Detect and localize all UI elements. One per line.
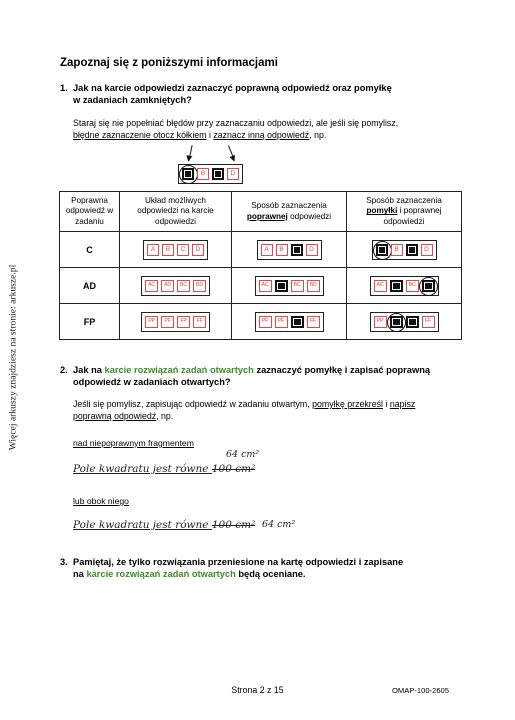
answer-box: BC — [177, 280, 190, 292]
correct-cell — [232, 268, 347, 304]
answer-box: FF — [422, 316, 435, 328]
header-mistake-marking: Sposób zaznaczenia pomyłki i poprawnej odpowiedzi — [347, 192, 462, 232]
correct-cell — [232, 232, 347, 268]
answer-box: D — [306, 244, 318, 256]
mistake-cell — [347, 304, 462, 340]
question-2 — [60, 364, 480, 390]
answer-box-circled — [422, 280, 435, 292]
question-1-number: 1. — [60, 83, 68, 93]
answer-box: BC — [406, 280, 419, 292]
answer-box-filled — [291, 244, 303, 256]
answer-box: BD — [193, 280, 206, 292]
answer-box: B — [391, 244, 403, 256]
row-code: FP — [60, 304, 120, 340]
question-1-instructions: Staraj się nie popełniać błędów przy zaznaczaniu odpowiedzi, ale jeśli się pomylisz, błędne zaznaczenie otocz kółkiem i zaznacz inną odpowiedź, np. — [73, 118, 399, 140]
answer-box: PF — [161, 316, 174, 328]
arrow-icon — [188, 145, 192, 161]
answer-box-circled — [376, 244, 388, 256]
header-correct-marking: Sposób zaznaczenia poprawnej odpowiedzi — [232, 192, 347, 232]
answer-box: B — [276, 244, 288, 256]
layout-cell — [120, 268, 232, 304]
answer-box-filled — [212, 168, 224, 180]
answer-box: AD — [161, 280, 174, 292]
answer-box: AC — [374, 280, 387, 292]
side-note-text: Więcej arkuszy znajdziesz na stronie: arkusze.pl — [7, 264, 19, 450]
question-3 — [60, 556, 480, 582]
answer-box: FP — [177, 316, 190, 328]
answer-box: FF — [193, 316, 206, 328]
answer-box-filled — [275, 280, 288, 292]
table-header-row — [60, 192, 462, 232]
answer-box-filled — [390, 280, 403, 292]
question-3-text: Pamiętaj, że tylko rozwiązania przeniesione na kartę odpowiedzi i zapisane na karcie rozwiązań zadań otwartych będą oceniane. — [73, 557, 404, 579]
layout-cell — [120, 232, 232, 268]
header-correct-answer: Poprawna odpowiedź w zadaniu — [60, 192, 120, 232]
table-row — [60, 304, 462, 340]
question-2-instructions: Jeśli się pomylisz, zapisując odpowiedź w zadaniu otwartym, pomyłkę przekreśl i napisz poprawną odpowiedź, np. — [73, 399, 416, 421]
answer-box-filled — [406, 244, 418, 256]
answer-box: FF — [307, 316, 320, 328]
handwritten-correction-beside: 64 cm² — [262, 519, 296, 530]
handwritten-correction-above: 64 cm² — [226, 449, 260, 460]
example-answer-boxes — [178, 164, 243, 185]
answer-box: A — [261, 244, 273, 256]
side-note — [4, 252, 22, 462]
question-1-title: Jak na karcie odpowiedzi zaznaczyć poprawną odpowiedź oraz pomyłkę w zadaniach zamkniętych? — [73, 83, 392, 105]
arrow-icon — [228, 145, 235, 160]
answer-box: A — [147, 244, 159, 256]
handwritten-sentence-2: Pole kwadratu jest równe 100 cm² — [73, 519, 256, 531]
answer-box: AC — [145, 280, 158, 292]
exam-code: OMAP-100-2605 — [392, 686, 449, 695]
mistake-cell — [347, 232, 462, 268]
answer-box: AC — [259, 280, 272, 292]
answer-box-filled — [291, 316, 304, 328]
question-2-number: 2. — [60, 365, 68, 375]
answer-box: BC — [291, 280, 304, 292]
answer-box-filled — [406, 316, 419, 328]
table-row — [60, 232, 462, 268]
page-number: Strona 2 z 15 — [231, 685, 284, 695]
marking-table — [59, 191, 462, 340]
page-heading: Zapoznaj się z poniższymi informacjami — [60, 57, 278, 69]
answer-box: PP — [374, 316, 387, 328]
question-2-title: Jak na karcie rozwiązań zadań otwartych zaznaczyć pomyłkę i zapisać poprawną odpowiedź w zadaniach otwartych? — [73, 365, 431, 387]
row-code: C — [60, 232, 120, 268]
label-above-fragment: nad niepoprawnym fragmentem — [73, 438, 194, 448]
mistake-cell — [347, 268, 462, 304]
answer-box: B — [162, 244, 174, 256]
header-layout: Układ możliwych odpowiedzi na karcie odpowiedzi — [120, 192, 232, 232]
label-beside-fragment: lub obok niego — [73, 496, 129, 506]
answer-box: PP — [145, 316, 158, 328]
answer-box: PF — [275, 316, 288, 328]
answer-box-circled — [182, 168, 194, 180]
answer-box: C — [177, 244, 189, 256]
answer-box: D — [421, 244, 433, 256]
table-row — [60, 268, 462, 304]
answer-box: BD — [307, 280, 320, 292]
layout-cell — [120, 304, 232, 340]
correct-cell — [232, 304, 347, 340]
answer-box: B — [197, 168, 209, 180]
answer-box: PP — [259, 316, 272, 328]
row-code: AD — [60, 268, 120, 304]
question-3-number: 3. — [60, 557, 68, 567]
question-1 — [60, 82, 480, 108]
answer-box-circled — [390, 316, 403, 328]
answer-box: D — [192, 244, 204, 256]
handwritten-sentence-1: Pole kwadratu jest równe 100 cm² — [73, 463, 256, 475]
answer-box: D — [227, 168, 239, 180]
